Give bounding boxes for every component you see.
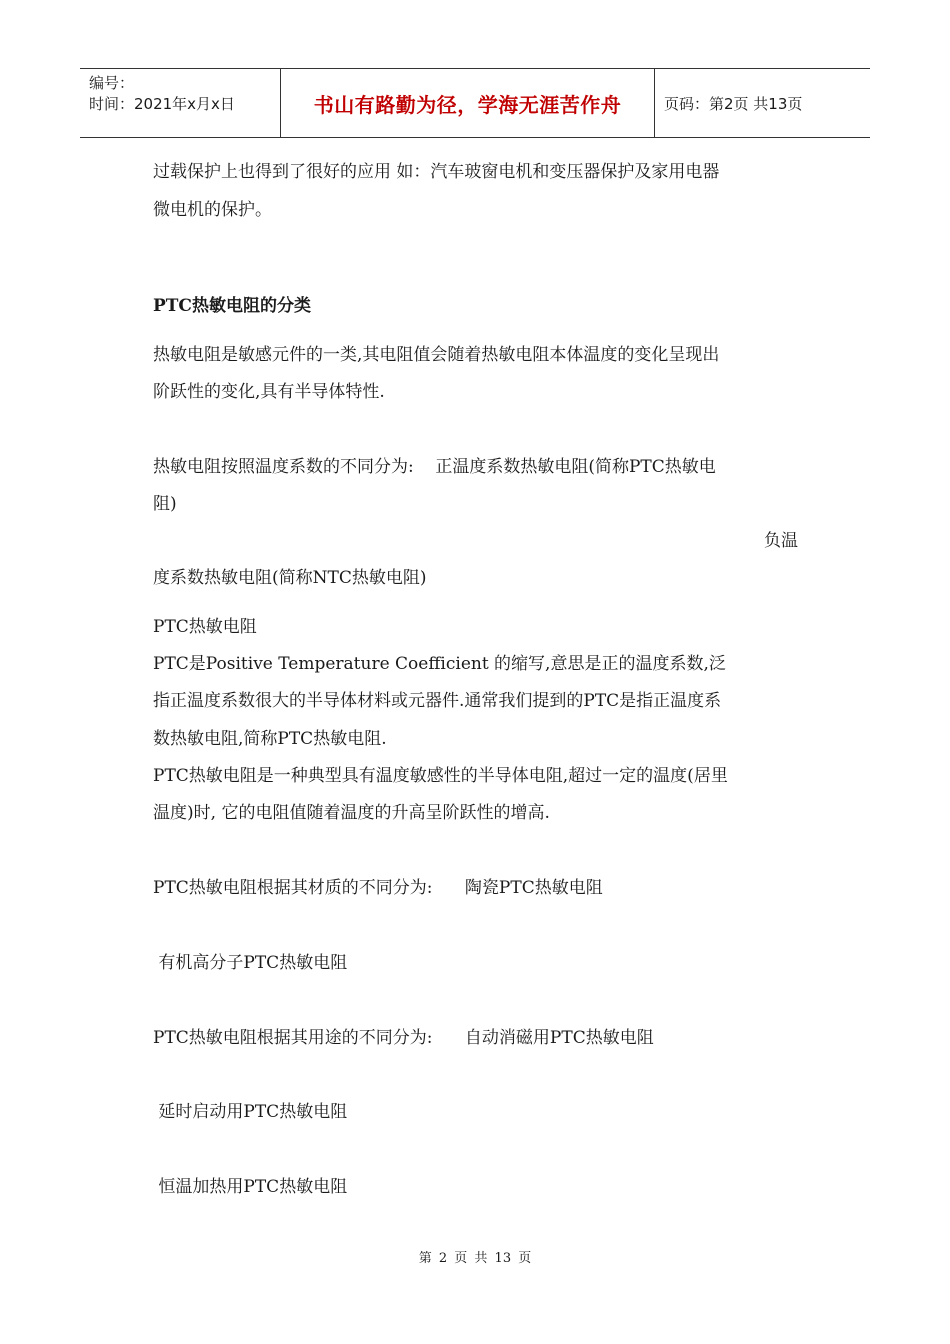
body-line: PTC热敏电阻根据其材质的不同分为: 陶瓷PTC热敏电阻 — [153, 878, 603, 898]
body-line: 延时启动用PTC热敏电阻 — [153, 1102, 348, 1122]
section-heading: PTC热敏电阻的分类 — [153, 296, 311, 316]
body-line: PTC热敏电阻是一种典型具有温度敏感性的半导体电阻,超过一定的温度(居里 — [153, 766, 728, 786]
body-line: 过载保护上也得到了很好的应用 如：汽车玻窗电机和变压器保护及家用电器 — [153, 162, 720, 182]
body-line: 阻) — [153, 494, 177, 514]
body-line: PTC热敏电阻根据其用途的不同分为: 自动消磁用PTC热敏电阻 — [153, 1028, 654, 1048]
page-footer: 第 2 页 共 13 页 — [418, 1251, 532, 1266]
body-line: 微电机的保护。 — [153, 200, 272, 220]
body-line: 热敏电阻按照温度系数的不同分为: 正温度系数热敏电阻(简称PTC热敏电 — [153, 457, 716, 477]
section-subheading: PTC热敏电阻 — [153, 617, 257, 637]
body-line: 数热敏电阻,简称PTC热敏电阻. — [153, 729, 387, 749]
body-line: 有机高分子PTC热敏电阻 — [153, 953, 348, 973]
page-header — [80, 68, 870, 138]
body-line: 热敏电阻是敏感元件的一类,其电阻值会随着热敏电阻本体温度的变化呈现出 — [153, 345, 720, 365]
document-time-label: 时间：2021年x月x日 — [89, 95, 235, 113]
body-line: 负温 — [764, 531, 798, 551]
body-line: PTC是Positive Temperature Coefficient 的缩写,意思是正的温度系数,泛 — [153, 654, 726, 674]
document-number-label: 编号： — [89, 74, 135, 92]
body-line: 阶跃性的变化,具有半导体特性. — [153, 382, 385, 402]
body-line: 度系数热敏电阻(简称NTC热敏电阻) — [153, 568, 427, 588]
header-motto: 书山有路勤为径，学海无涯苦作舟 — [281, 69, 655, 137]
header-meta — [80, 69, 281, 137]
body-line: 恒温加热用PTC热敏电阻 — [153, 1177, 348, 1197]
body-line: 指正温度系数很大的半导体材料或元器件.通常我们提到的PTC是指正温度系 — [153, 691, 722, 711]
body-line: 温度)时, 它的电阻值随着温度的升高呈阶跃性的增高. — [153, 803, 550, 823]
header-page-info: 页码：第2页 共13页 — [664, 94, 803, 113]
